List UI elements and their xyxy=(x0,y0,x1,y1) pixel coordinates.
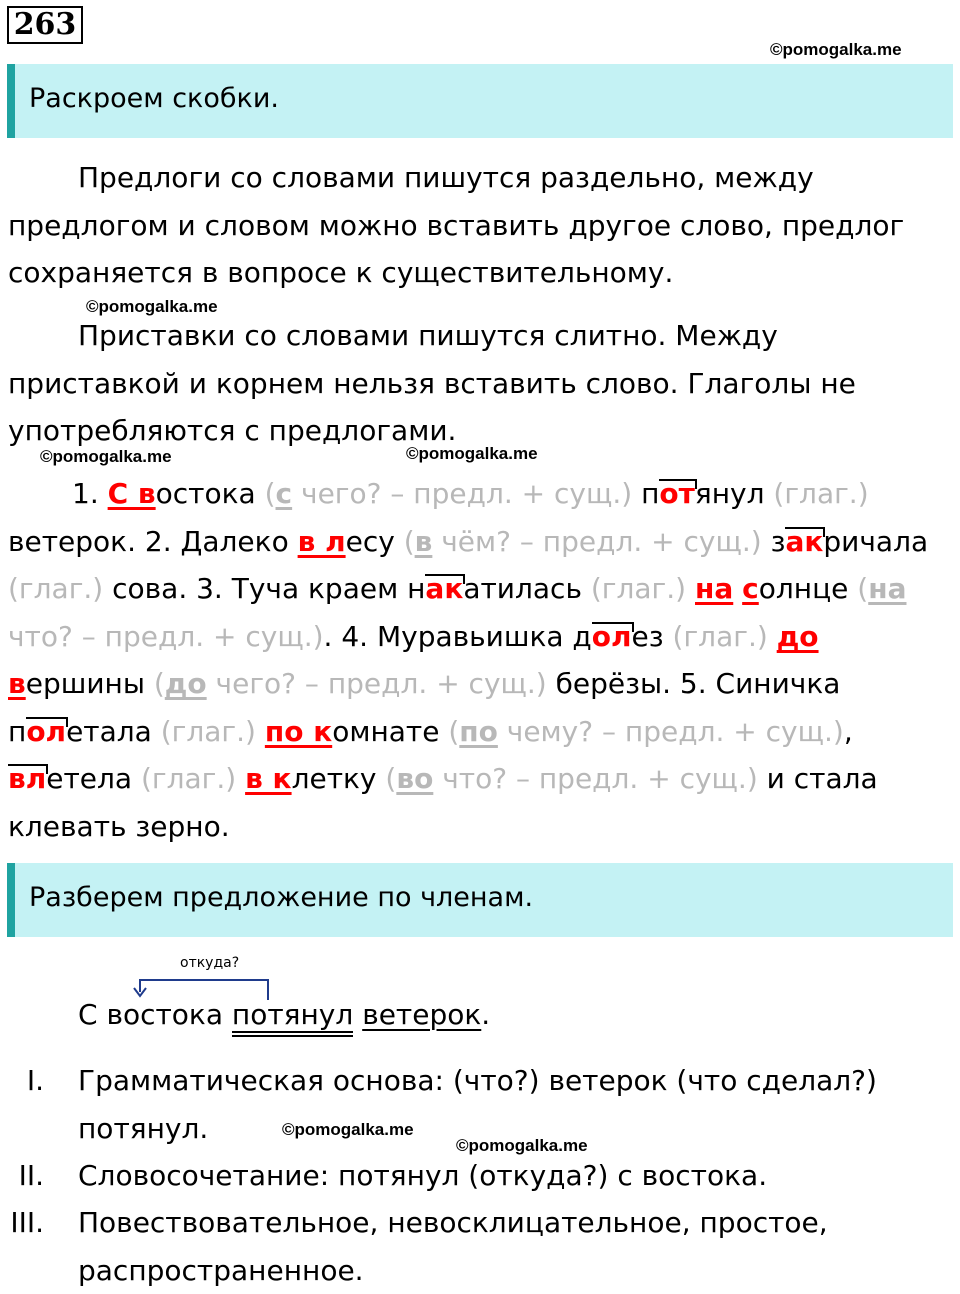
example-text-run xyxy=(256,715,265,748)
example-text-run: и стала клевать зерно. xyxy=(8,762,878,843)
example-text-run: ветерок. 2. Далеко xyxy=(8,524,298,558)
grammar-note-preposition: с xyxy=(275,477,293,510)
grammar-note: ( xyxy=(153,667,165,700)
example-text-run xyxy=(686,572,695,605)
example-text-run: олнце xyxy=(758,572,858,605)
example-text-run: летку xyxy=(291,762,386,795)
item-roman-1: I. xyxy=(26,1064,44,1097)
preposition-highlight: до в xyxy=(8,619,819,700)
item-roman-2: II. xyxy=(18,1159,44,1192)
example-text-run xyxy=(733,572,742,605)
watermark: ©pomogalka.me xyxy=(282,1120,414,1139)
grammar-note-preposition: во xyxy=(396,762,434,795)
paragraph-1-text: Предлоги со словами пишутся раздельно, между предлогом и словом можно вставить другое слово, предлог сохраняется в вопросе к существительному. xyxy=(8,161,905,289)
example-text-run: омнате xyxy=(332,714,449,748)
example-text-run: ез xyxy=(631,619,673,653)
grammar-note: (глаг.) xyxy=(773,477,869,510)
example-text-run: ершины xyxy=(25,667,154,700)
example-text-run: етела xyxy=(46,762,141,795)
example-text-run: берёзы. 5. Синичка п xyxy=(8,667,841,748)
sentence-adverbial: С востока xyxy=(78,998,223,1031)
watermark: ©pomogalka.me xyxy=(456,1136,588,1155)
watermark: ©pomogalka.me xyxy=(40,447,172,466)
section-banner-2 xyxy=(7,863,953,937)
watermark: ©pomogalka.me xyxy=(770,40,902,59)
grammar-note: чего? – предл. + сущ.) xyxy=(206,667,547,700)
grammar-note-preposition: на xyxy=(868,572,907,605)
grammar-note: (глаг.) xyxy=(672,619,768,653)
examples-text xyxy=(8,470,948,850)
paragraph-prepositions xyxy=(8,154,948,297)
example-text-run: . 4. Муравьишка д xyxy=(323,619,592,653)
grammar-note-preposition: по xyxy=(459,714,498,748)
example-text-run: сова. 3. Туча краем н xyxy=(103,572,426,605)
grammar-note-preposition: в xyxy=(414,524,433,558)
example-text-run: етала xyxy=(66,714,161,748)
sentence-subject: ветерок xyxy=(362,998,482,1031)
paragraph-2-text: Приставки со словами пишутся слитно. Между приставкой и корнем нельзя вставить слово. Глаголы не употребляются с предлогами. xyxy=(8,319,856,447)
item-2: Словосочетание: потянул (откуда?) с востока. xyxy=(78,1159,768,1192)
preposition-highlight: на xyxy=(695,572,734,605)
example-text-run: 1. xyxy=(72,477,108,510)
prefix-highlight: ол xyxy=(26,714,67,748)
prefix-highlight: вл xyxy=(8,762,47,795)
example-text-run: , xyxy=(843,714,853,748)
parsed-sentence xyxy=(78,998,490,1031)
grammar-note: (глаг.) xyxy=(590,572,687,605)
item-roman-3: III. xyxy=(10,1206,44,1239)
example-text-run: ричала xyxy=(823,524,929,558)
grammar-note: ( xyxy=(264,477,276,510)
paragraph-prefixes xyxy=(8,312,948,455)
section-banner-1 xyxy=(7,64,953,138)
sentence-predicate: потянул xyxy=(232,998,353,1037)
item-1: Грамматическая основа: (что?) ветерок (что сделал?) потянул. xyxy=(78,1064,877,1145)
grammar-note: (глаг.) xyxy=(8,572,104,605)
grammar-note: чём? – предл. + сущ.) xyxy=(432,524,762,558)
grammar-note: чего? – предл. + сущ.) xyxy=(292,477,633,510)
preposition-highlight: с xyxy=(742,572,759,605)
example-text-run xyxy=(236,762,245,795)
example-text-run: есу xyxy=(345,524,404,558)
example-text-run xyxy=(768,620,777,653)
grammar-note: что? – предл. + сущ.) xyxy=(433,762,758,795)
preposition-highlight: С в xyxy=(107,477,156,510)
grammar-note: ( xyxy=(403,524,415,558)
sentence-end: . xyxy=(481,998,491,1031)
section-title-1: Раскроем скобки. xyxy=(29,83,279,114)
prefix-highlight: ак xyxy=(425,572,464,605)
prefix-highlight: ол xyxy=(591,619,632,653)
question-label: откуда? xyxy=(180,955,240,971)
watermark: ©pomogalka.me xyxy=(86,297,218,316)
preposition-highlight: по к xyxy=(264,714,333,748)
watermark: ©pomogalka.me xyxy=(406,444,538,463)
prefix-highlight: от xyxy=(659,477,695,510)
prefix-highlight: ак xyxy=(785,524,824,558)
example-text-run: атилась xyxy=(463,572,591,605)
grammar-note: (глаг.) xyxy=(140,762,237,795)
grammar-note: (глаг.) xyxy=(160,714,256,748)
grammar-note: ( xyxy=(448,714,460,748)
grammar-note: чему? – предл. + сущ.) xyxy=(497,714,844,748)
example-text-run: остока xyxy=(155,477,265,510)
section-title-2: Разберем предложение по членам. xyxy=(29,882,534,913)
grammar-note-preposition: до xyxy=(164,667,207,700)
preposition-highlight: в к xyxy=(245,762,292,795)
example-text-run xyxy=(632,477,641,510)
grammar-note: что? – предл. + сущ.) xyxy=(8,619,324,653)
example-text-run: з xyxy=(761,524,786,558)
grammar-note: ( xyxy=(385,762,397,795)
preposition-highlight: в л xyxy=(297,524,346,558)
exercise-number: 263 xyxy=(7,6,83,44)
item-3: Повествовательное, невосклицательное, простое, распространенное. xyxy=(78,1206,828,1287)
example-text-run: янул xyxy=(694,477,774,510)
grammar-note: ( xyxy=(857,572,869,605)
example-text-run: п xyxy=(641,477,660,510)
